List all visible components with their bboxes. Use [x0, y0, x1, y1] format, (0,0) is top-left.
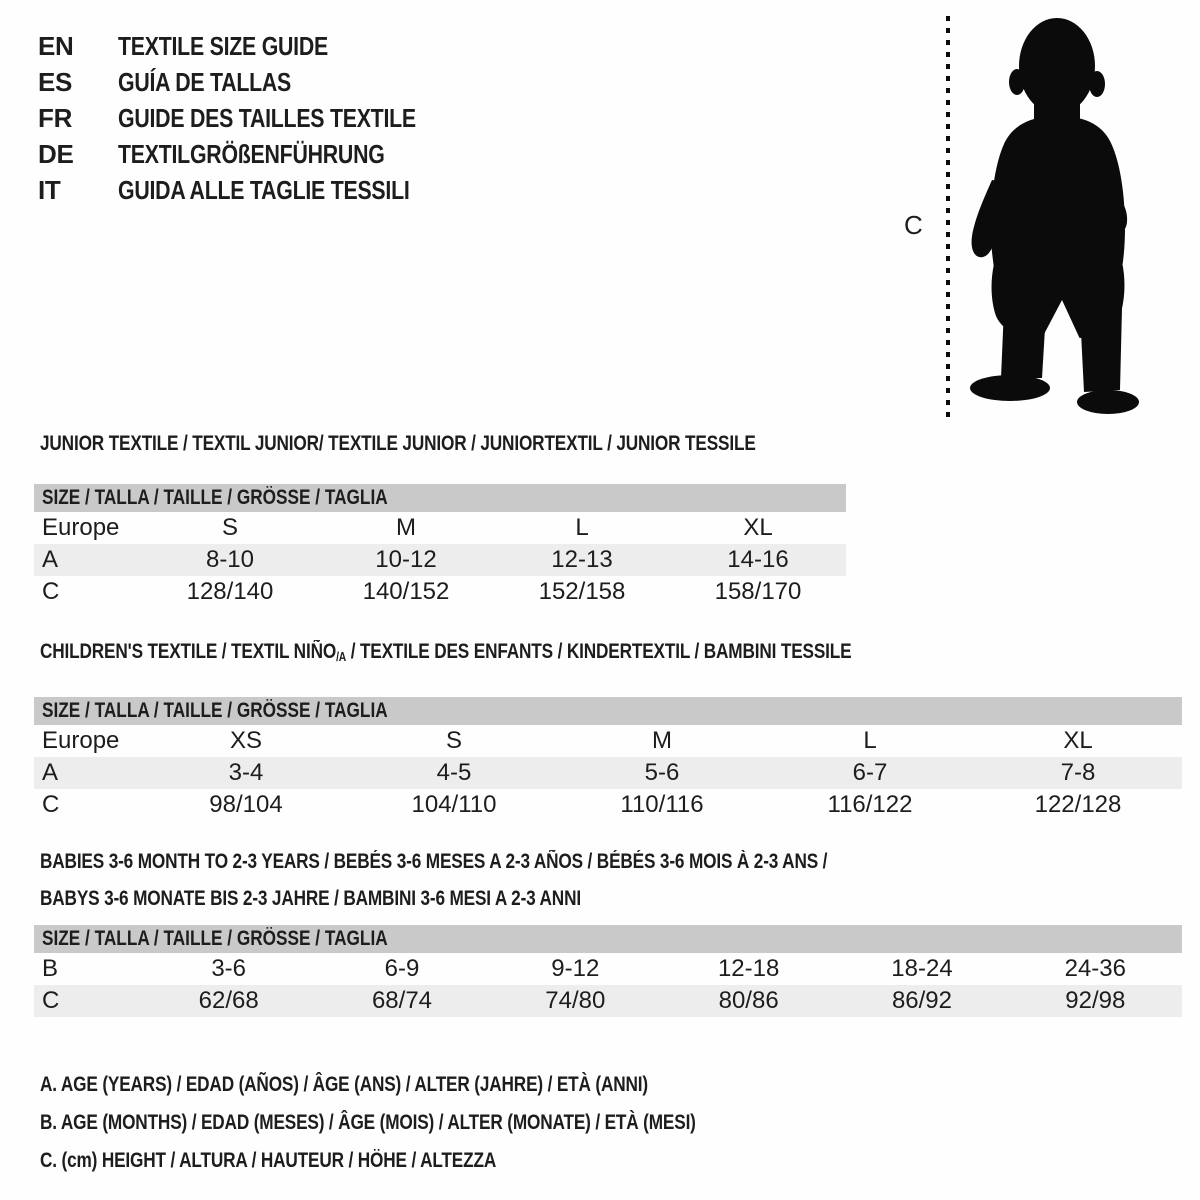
language-row [38, 136, 481, 172]
size-value-cell: 92/98 [1065, 987, 1126, 1014]
row-label: C [42, 790, 60, 818]
section-title: BABIES 3-6 MONTH TO 2-3 YEARS / BEBÉS 3-6 MESES A 2-3 AÑOS / BÉBÉS 3-6 MOIS À 2-3 ANS / BABYS 3-6 MONATE BIS 2-3 JAHRE / BAMBINI 3-6 MESI A 2-3 ANNI [40, 850, 828, 910]
language-code: DE [38, 138, 74, 169]
size-value-cell: 3-6 [211, 955, 246, 982]
row-label: C [42, 987, 60, 1014]
size-value-cell: S [221, 514, 238, 541]
table-body [34, 953, 1182, 1017]
table-header: SIZE / TALLA / TAILLE / GRÖSSE / TAGLIA [34, 925, 1182, 953]
size-value-cell: 104/110 [411, 790, 497, 818]
row-label: A [42, 546, 59, 573]
table-header: SIZE / TALLA / TAILLE / GRÖSSE / TAGLIA [34, 484, 846, 512]
table-body [34, 512, 846, 608]
table-header: SIZE / TALLA / TAILLE / GRÖSSE / TAGLIA [34, 697, 1182, 725]
size-value-cell: 3-4 [228, 758, 264, 786]
size-value-cell: 74/80 [545, 987, 606, 1014]
size-value-cell: 110/116 [620, 790, 704, 818]
row-label: B [42, 955, 59, 982]
size-value-cell: 12-18 [717, 955, 780, 982]
size-value-cell: 98/104 [209, 790, 283, 818]
size-value-cell: XL [743, 514, 773, 541]
size-value-cell: 8-10 [205, 546, 255, 573]
size-value-cell: XL [1063, 726, 1093, 754]
size-value-cell: M [652, 726, 672, 754]
legend-line: C. (cm) HEIGHT / ALTURA / HAUTEUR / HÖHE / ALTEZZA [40, 1149, 497, 1172]
size-value-cell: 158/170 [714, 578, 802, 605]
table-row [34, 725, 1182, 757]
size-value-cell: L [863, 726, 877, 754]
legend-line: B. AGE (MONTHS) / EDAD (MESES) / ÂGE (MOIS) / ALTER (MONATE) / ETÀ (MESI) [40, 1111, 696, 1134]
size-section [34, 843, 1182, 1017]
size-value-cell: L [575, 514, 589, 541]
size-section [34, 641, 1182, 821]
size-value-cell: M [396, 514, 416, 541]
table-row [34, 576, 846, 608]
row-label: Europe [42, 514, 120, 541]
size-value-cell: 86/92 [891, 987, 952, 1014]
size-value-cell: 68/74 [371, 987, 433, 1014]
table-row [34, 789, 1182, 821]
size-value-cell: XS [229, 726, 262, 754]
size-section [34, 433, 1182, 608]
size-value-cell: 6-9 [384, 955, 420, 982]
size-value-cell: 7-8 [1060, 758, 1096, 786]
table-body [34, 725, 1182, 821]
size-value-cell: S [445, 726, 462, 754]
size-table [34, 484, 846, 608]
language-code: FR [38, 102, 73, 133]
size-value-cell: 80/86 [718, 987, 779, 1014]
height-measure-line [946, 16, 950, 418]
size-value-cell: 140/152 [362, 578, 450, 605]
language-row [38, 64, 481, 100]
height-measure-label: C [904, 210, 923, 240]
size-table [34, 925, 1182, 1017]
size-value-cell: 12-13 [551, 546, 613, 573]
measure-legend [34, 1066, 840, 1180]
size-value-cell: 152/158 [538, 578, 626, 605]
size-value-cell: 128/140 [186, 578, 274, 605]
size-value-cell: 62/68 [198, 987, 259, 1014]
language-code: EN [38, 30, 74, 61]
language-title: GUÍA DE TALLAS [118, 66, 292, 97]
language-title: TEXTILGRÖßENFÜHRUNG [118, 138, 385, 169]
size-value-cell: 24-36 [1064, 955, 1126, 982]
size-value-cell: 116/122 [827, 790, 913, 818]
section-title: JUNIOR TEXTILE / TEXTIL JUNIOR/ TEXTILE JUNIOR / JUNIORTEXTIL / JUNIOR TESSILE [40, 432, 756, 455]
row-label: C [42, 578, 60, 605]
row-label: Europe [42, 726, 120, 754]
table-row [34, 985, 1182, 1017]
language-title: GUIDE DES TAILLES TEXTILE [118, 102, 416, 133]
size-value-cell: 10-12 [375, 546, 437, 573]
language-title: GUIDA ALLE TAGLIE TESSILI [118, 174, 410, 205]
table-row [34, 512, 846, 544]
table-row [34, 953, 1182, 985]
language-row [38, 28, 481, 64]
section-title: CHILDREN'S TEXTILE / TEXTIL $NIÑO_{/A}$ / TEXTILE DES ENFANTS / KINDERTEXTIL / BAMBINI TESSILE [40, 640, 852, 664]
toddler-silhouette-icon [958, 12, 1143, 418]
language-title-block [38, 28, 481, 208]
table-row [34, 757, 1182, 789]
table-row [34, 544, 846, 576]
size-value-cell: 5-6 [644, 758, 680, 786]
size-value-cell: 9-12 [551, 955, 600, 982]
language-code: ES [38, 66, 73, 97]
language-title: TEXTILE SIZE GUIDE [118, 30, 328, 61]
size-value-cell: 18-24 [891, 955, 953, 982]
size-value-cell: 122/128 [1034, 790, 1122, 818]
language-code: IT [38, 174, 61, 205]
size-value-cell: 6-7 [852, 758, 888, 786]
language-row [38, 100, 481, 136]
size-table [34, 697, 1182, 821]
size-value-cell: 14-16 [727, 546, 789, 573]
row-label: A [42, 758, 59, 786]
language-row [38, 172, 481, 208]
legend-line: A. AGE (YEARS) / EDAD (AÑOS) / ÂGE (ANS) / ALTER (JAHRE) / ETÀ (ANNI) [40, 1073, 648, 1096]
size-value-cell: 4-5 [436, 758, 472, 786]
